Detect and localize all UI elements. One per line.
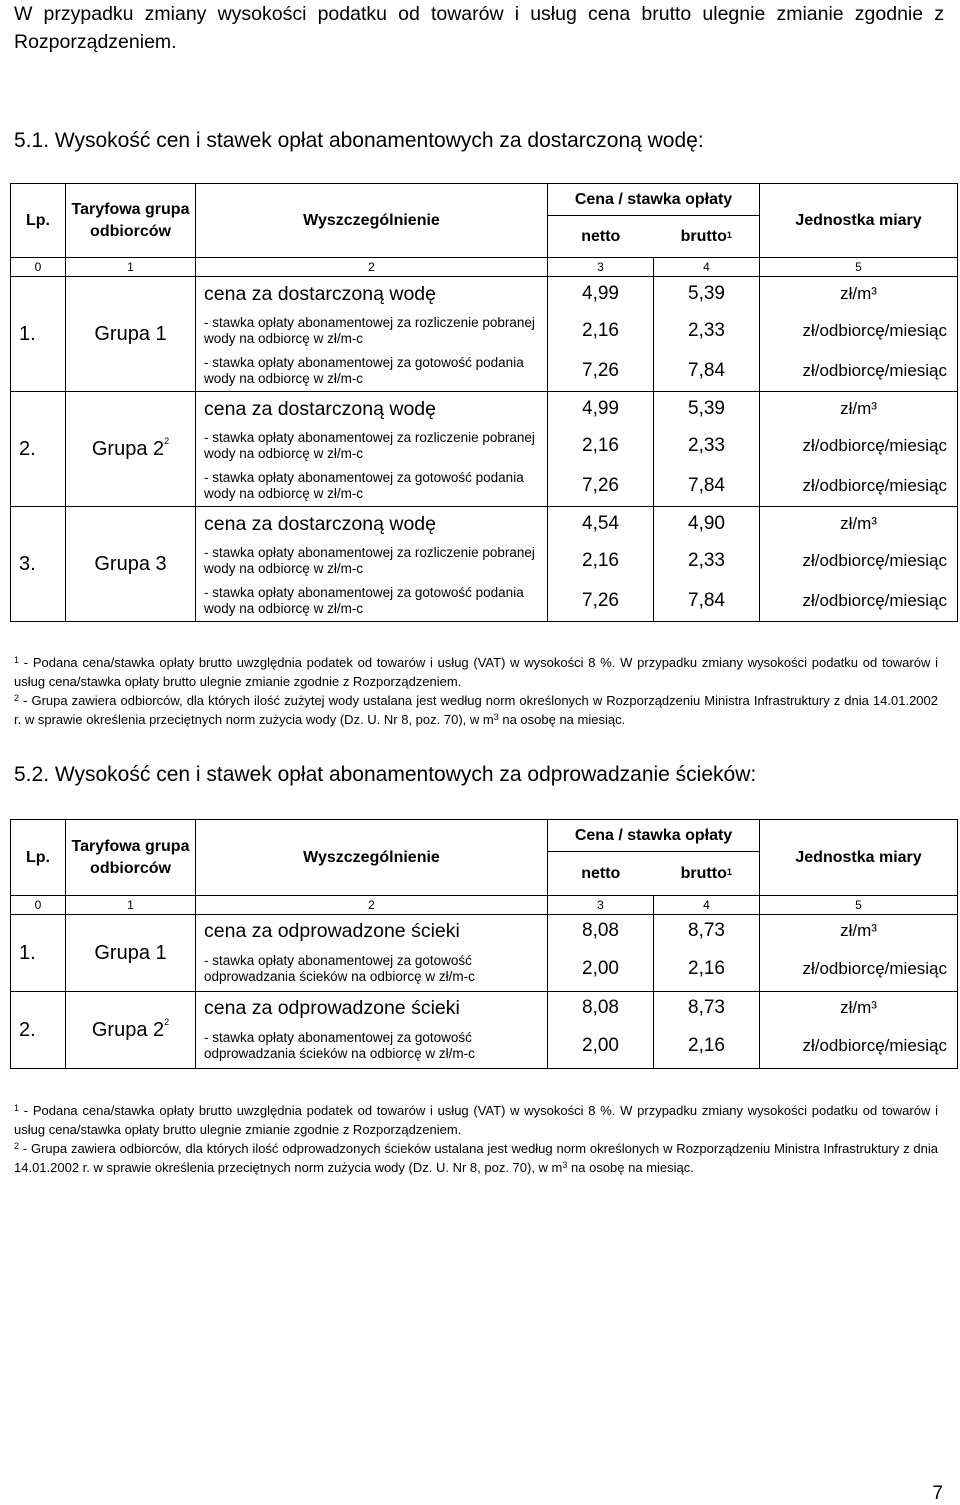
group-label: Grupa 1 bbox=[94, 322, 167, 345]
row-unit: zł/m³ bbox=[760, 392, 958, 427]
row-brutto: 7,84 bbox=[654, 351, 760, 392]
row-unit: zł/odbiorcę/miesiąc bbox=[760, 312, 958, 351]
row-unit: zł/odbiorcę/miesiąc bbox=[760, 542, 958, 581]
intro-paragraph: W przypadku zmiany wysokości podatku od towarów i usług cena brutto ulegnie zmianie zgodnie z Rozporządzeniem. bbox=[14, 3, 944, 53]
group-lp: 2. bbox=[11, 992, 66, 1069]
group-name bbox=[66, 392, 196, 507]
index-cell: 2 bbox=[196, 896, 548, 915]
index-cell: 4 bbox=[654, 258, 760, 277]
row-unit: zł/odbiorcę/miesiąc bbox=[760, 1025, 958, 1069]
group-name bbox=[66, 992, 196, 1069]
group-lp: 1. bbox=[11, 277, 66, 392]
table-row bbox=[11, 277, 958, 312]
row-brutto: 7,84 bbox=[654, 581, 760, 622]
group-label: Grupa 3 bbox=[94, 552, 167, 575]
row-brutto: 8,73 bbox=[654, 992, 760, 1025]
row-description: - stawka opłaty abonamentowej za gotowość podania wody na odbiorcę w zł/m-c bbox=[196, 581, 548, 622]
row-brutto: 2,33 bbox=[654, 427, 760, 466]
row-description: cena za dostarczoną wodę bbox=[196, 507, 548, 542]
section1-heading: 5.1. Wysokość cen i stawek opłat abonamentowych za dostarczoną wodę: bbox=[14, 129, 704, 152]
index-cell: 3 bbox=[548, 896, 654, 915]
index-cell: 1 bbox=[66, 258, 196, 277]
index-row bbox=[11, 896, 958, 915]
header-price: Cena / stawka opłaty bbox=[548, 820, 760, 852]
section2-footnotes bbox=[14, 1101, 938, 1177]
row-brutto: 7,84 bbox=[654, 466, 760, 507]
header-unit: Jednostka miary bbox=[760, 820, 958, 896]
header-group: Taryfowa grupa odbiorców bbox=[66, 184, 196, 258]
group-lp: 1. bbox=[11, 915, 66, 992]
row-brutto: 5,39 bbox=[654, 392, 760, 427]
row-netto: 2,16 bbox=[548, 427, 654, 466]
row-netto: 4,99 bbox=[548, 277, 654, 312]
header-brutto: brutto$^1$ bbox=[654, 852, 760, 896]
group-footnote-mark: 2 bbox=[164, 435, 170, 446]
row-netto: 7,26 bbox=[548, 351, 654, 392]
row-unit: zł/odbiorcę/miesiąc bbox=[760, 581, 958, 622]
row-brutto: 5,39 bbox=[654, 277, 760, 312]
row-netto: 8,08 bbox=[548, 915, 654, 948]
row-description: cena za odprowadzone ścieki bbox=[196, 915, 548, 948]
table-row bbox=[11, 915, 958, 948]
group-name bbox=[66, 507, 196, 622]
row-netto: 8,08 bbox=[548, 992, 654, 1025]
table-row bbox=[11, 507, 958, 542]
header-lp: Lp. bbox=[11, 184, 66, 258]
row-brutto: 2,16 bbox=[654, 948, 760, 992]
row-description: - stawka opłaty abonamentowej za rozliczenie pobranej wody na odbiorcę w zł/m-c bbox=[196, 427, 548, 466]
row-description: cena za dostarczoną wodę bbox=[196, 392, 548, 427]
row-netto: 7,26 bbox=[548, 581, 654, 622]
row-unit: zł/m³ bbox=[760, 507, 958, 542]
row-unit: zł/odbiorcę/miesiąc bbox=[760, 427, 958, 466]
index-cell: 5 bbox=[760, 896, 958, 915]
row-description: - stawka opłaty abonamentowej za gotowość podania wody na odbiorcę w zł/m-c bbox=[196, 466, 548, 507]
row-unit: zł/m³ bbox=[760, 915, 958, 948]
index-row bbox=[11, 258, 958, 277]
group-footnote-mark: 2 bbox=[164, 1016, 170, 1027]
section2-footnote-2: $^2$ - Grupa zawiera odbiorców, dla których ilość odprowadzonych ścieków ustalana jest według norm określonych w Rozporządzeniu Ministra Infrastruktury z dnia 14.01.2002 r. w sprawie określenia przeciętnych norm zużycia wody (Dz. U. Nr 8, poz. 70), w $m^3$ na osobę na miesiąc. bbox=[14, 1141, 938, 1175]
row-brutto: 2,33 bbox=[654, 542, 760, 581]
row-description: - stawka opłaty abonamentowej za rozliczenie pobranej wody na odbiorcę w zł/m-c bbox=[196, 542, 548, 581]
row-description: - stawka opłaty abonamentowej za gotowość odprowadzania ścieków na odbiorcę w zł/m-c bbox=[196, 1025, 548, 1069]
row-description: - stawka opłaty abonamentowej za gotowość odprowadzania ścieków na odbiorcę w zł/m-c bbox=[196, 948, 548, 992]
page-number: 7 bbox=[932, 1483, 943, 1504]
index-cell: 1 bbox=[66, 896, 196, 915]
table-row bbox=[11, 392, 958, 427]
index-cell: 3 bbox=[548, 258, 654, 277]
row-brutto: 8,73 bbox=[654, 915, 760, 948]
row-netto: 7,26 bbox=[548, 466, 654, 507]
index-cell: 0 bbox=[11, 896, 66, 915]
group-label: Grupa 2 bbox=[91, 1018, 165, 1041]
row-description: - stawka opłaty abonamentowej za rozliczenie pobranej wody na odbiorcę w zł/m-c bbox=[196, 312, 548, 351]
sewage-price-table bbox=[10, 819, 958, 1069]
group-name bbox=[66, 915, 196, 992]
water-price-table bbox=[10, 183, 958, 622]
row-unit: zł/odbiorcę/miesiąc bbox=[760, 351, 958, 392]
group-lp: 2. bbox=[11, 392, 66, 507]
row-brutto: 2,16 bbox=[654, 1025, 760, 1069]
header-lp: Lp. bbox=[11, 820, 66, 896]
row-unit: zł/odbiorcę/miesiąc bbox=[760, 466, 958, 507]
row-netto: 2,16 bbox=[548, 312, 654, 351]
header-netto: netto bbox=[548, 216, 654, 258]
header-netto: netto bbox=[548, 852, 654, 896]
row-unit: zł/odbiorcę/miesiąc bbox=[760, 948, 958, 992]
header-unit: Jednostka miary bbox=[760, 184, 958, 258]
group-name bbox=[66, 277, 196, 392]
section1-footnotes bbox=[14, 653, 938, 729]
index-cell: 2 bbox=[196, 258, 548, 277]
row-description: cena za dostarczoną wodę bbox=[196, 277, 548, 312]
header-brutto: brutto$^1$ bbox=[654, 216, 760, 258]
row-netto: 4,54 bbox=[548, 507, 654, 542]
header-price: Cena / stawka opłaty bbox=[548, 184, 760, 216]
row-unit: zł/m³ bbox=[760, 277, 958, 312]
row-netto: 2,00 bbox=[548, 948, 654, 992]
group-lp: 3. bbox=[11, 507, 66, 622]
index-cell: 4 bbox=[654, 896, 760, 915]
index-cell: 0 bbox=[11, 258, 66, 277]
row-netto: 4,99 bbox=[548, 392, 654, 427]
header-spec: Wyszczególnienie bbox=[196, 820, 548, 896]
header-group: Taryfowa grupa odbiorców bbox=[66, 820, 196, 896]
section2-heading: 5.2. Wysokość cen i stawek opłat abonamentowych za odprowadzanie ścieków: bbox=[14, 763, 757, 786]
group-label: Grupa 1 bbox=[94, 941, 167, 964]
section1-footnote-1: $^1$ - Podana cena/stawka opłaty brutto uwzględnia podatek od towarów i usług (VAT) w wysokości 8 %. W przypadku zmiany wysokości podatku od towarów i usług cena/stawka opłaty brutto ulegnie zmianie zgodnie z Rozporządzeniem. bbox=[14, 655, 938, 689]
row-description: cena za odprowadzone ścieki bbox=[196, 992, 548, 1025]
header-spec: Wyszczególnienie bbox=[196, 184, 548, 258]
index-cell: 5 bbox=[760, 258, 958, 277]
row-brutto: 4,90 bbox=[654, 507, 760, 542]
section1-footnote-2: $^2$ - Grupa zawiera odbiorców, dla których ilość zużytej wody ustalana jest według norm określonych w Rozporządzeniu Ministra Infrastruktury z dnia 14.01.2002 r. w sprawie określenia przeciętnych norm zużycia wody (Dz. U. Nr 8, poz. 70), w $m^3$ na osobę na miesiąc. bbox=[14, 693, 938, 727]
group-label: Grupa 2 bbox=[91, 437, 165, 460]
section2-footnote-1: $^1$ - Podana cena/stawka opłaty brutto uwzględnia podatek od towarów i usług (VAT) w wysokości 8 %. W przypadku zmiany wysokości podatku od towarów i usług cena/stawka opłaty brutto ulegnie zmianie zgodnie z Rozporządzeniem. bbox=[14, 1103, 938, 1137]
row-unit: zł/m³ bbox=[760, 992, 958, 1025]
row-netto: 2,00 bbox=[548, 1025, 654, 1069]
row-netto: 2,16 bbox=[548, 542, 654, 581]
table-row bbox=[11, 992, 958, 1025]
row-description: - stawka opłaty abonamentowej za gotowość podania wody na odbiorcę w zł/m-c bbox=[196, 351, 548, 392]
row-brutto: 2,33 bbox=[654, 312, 760, 351]
